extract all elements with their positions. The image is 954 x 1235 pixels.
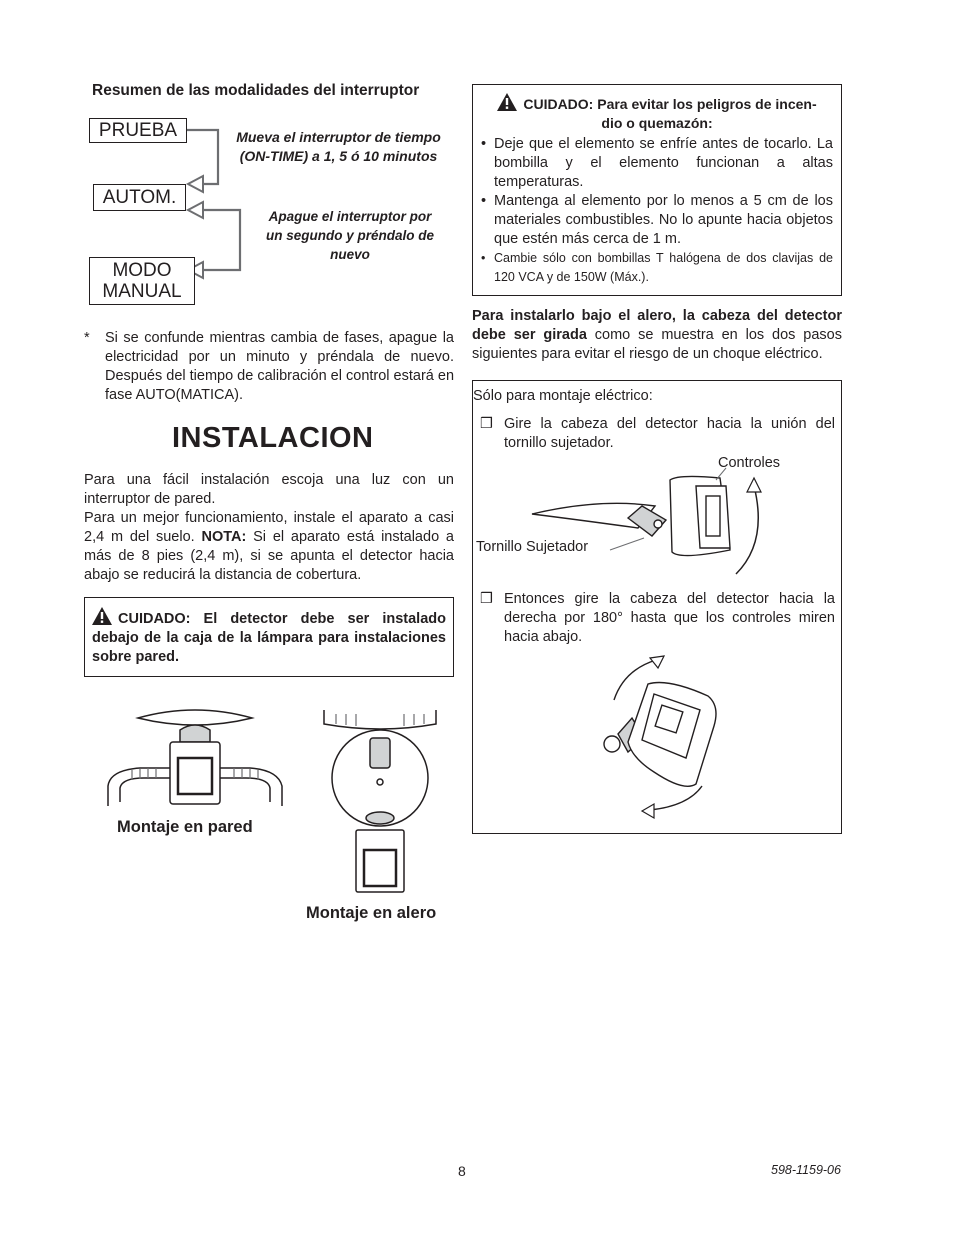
eave-instructions [472,307,842,364]
flow-note-2-line1: Apague el interruptor por [268,209,432,224]
caution-box-wall [84,597,454,677]
mount-step-2 [480,590,835,647]
caution-fire-heading [481,93,833,133]
summary-heading: Resumen de las modalidades del interruptor [92,82,420,99]
detector-step2-illustration [588,654,738,822]
installation-para-2-a: Para un mejor funcionamiento, instale el aparato a casi 2,4 m del suelo. [84,510,454,545]
footnote-marker: * [84,330,90,346]
installation-para-2 [84,509,454,585]
caution-fire-heading-line2: dio o quemazón: [601,115,713,131]
caution-fire-item: • Mantenga al elemento por lo menos a 5 cm de los materiales combustibles. No lo apunte hacia objetos que estén más cerca de 1 m. [481,192,833,249]
eave-mount-illustration [320,710,440,896]
checkbox-icon: ❒ [480,416,493,432]
installation-para-1: Para una fácil instalación escoja una luz con un interruptor de pared. [84,472,454,507]
mount-step-1-text: Gire la cabeza del detector hacia la unión del tornillo sujetador. [504,416,835,451]
warning-icon [92,607,112,625]
label-controls: Controles [718,455,781,471]
caution-fire-heading-line1: CUIDADO: Para evitar los peligros de incen- [523,96,817,112]
eave-instructions-bold: Para instalarlo bajo el alero, la cabeza del detector debe ser girada [472,308,842,343]
caution-wall-label: CUIDADO: El detector debe ser instalado debajo de la caja de la lámpara para instalaciones sobre pared. [92,611,446,665]
warning-icon [497,93,517,111]
flow-note-2-line2: un segundo y préndalo de [265,228,434,243]
footnote [84,329,454,405]
mount-step-1 [480,415,835,453]
mode-manual-line2: MANUAL [102,281,182,302]
caution-wall-text [92,607,446,667]
footnote-text: Si se confunde mientras cambia de fases, apague la electricidad por un minuto y préndala de nuevo. Después del tiempo de calibración el control estará en fase AUTO(MATICA). [105,330,455,403]
label-screw: Tornillo Sujetador [476,539,589,555]
mount-step-2-text: Entonces gire la cabeza del detector hacia la derecha por 180° hasta que los controles miren hacia abajo. [504,591,835,645]
flow-note-1-line1: Mueva el interruptor de tiempo [236,129,441,145]
mode-manual-box [89,257,195,305]
flow-note-1-line2: (ON-TIME) a 1, 5 ó 10 minutos [239,148,438,164]
flow-note-power-cycle [250,207,450,264]
eave-instructions-normal: como se muestra en los dos pasos siguientes para evitar el riesgo de un choque eléctrico. [472,327,842,362]
caption-eave-mount: Montaje en alero [306,904,437,922]
installation-note-label: NOTA: [201,529,247,545]
mode-autom-box: AUTOM. [93,184,186,211]
checkbox-icon: ❒ [480,591,493,607]
page-number: 8 [458,1163,466,1179]
installation-title: INSTALACION [172,422,374,454]
caution-box-fire [472,84,842,296]
flow-note-time-switch [222,128,455,166]
caption-wall-mount: Montaje en pared [117,818,253,836]
wall-mount-illustration [100,706,290,810]
caution-fire-item: • Deje que el elemento se enfríe antes de tocarlo. La bombilla y el elemento funcionan a altas temperaturas. [481,135,833,192]
mode-manual-line1: MODO [112,260,172,281]
caution-fire-item: • Cambie sólo con bombillas T halógena de dos clavijas de 120 VCA y de 150W (Máx.). [481,249,833,287]
detector-step1-illustration [520,466,780,580]
electrical-mount-title: Sólo para montaje eléctrico: [473,388,653,404]
installation-body [84,471,454,585]
flow-note-2-line3: nuevo [330,247,370,262]
document-code: 598-1159-06 [771,1163,841,1177]
caution-fire-list [481,135,833,287]
mode-prueba-box: PRUEBA [89,118,187,143]
installation-para-2-b: Si el aparato está instalado a más de 8 pies (2,4 m), si se apunta el detector hacia abajo se reducirá la distancia de cobertura. [84,529,454,583]
